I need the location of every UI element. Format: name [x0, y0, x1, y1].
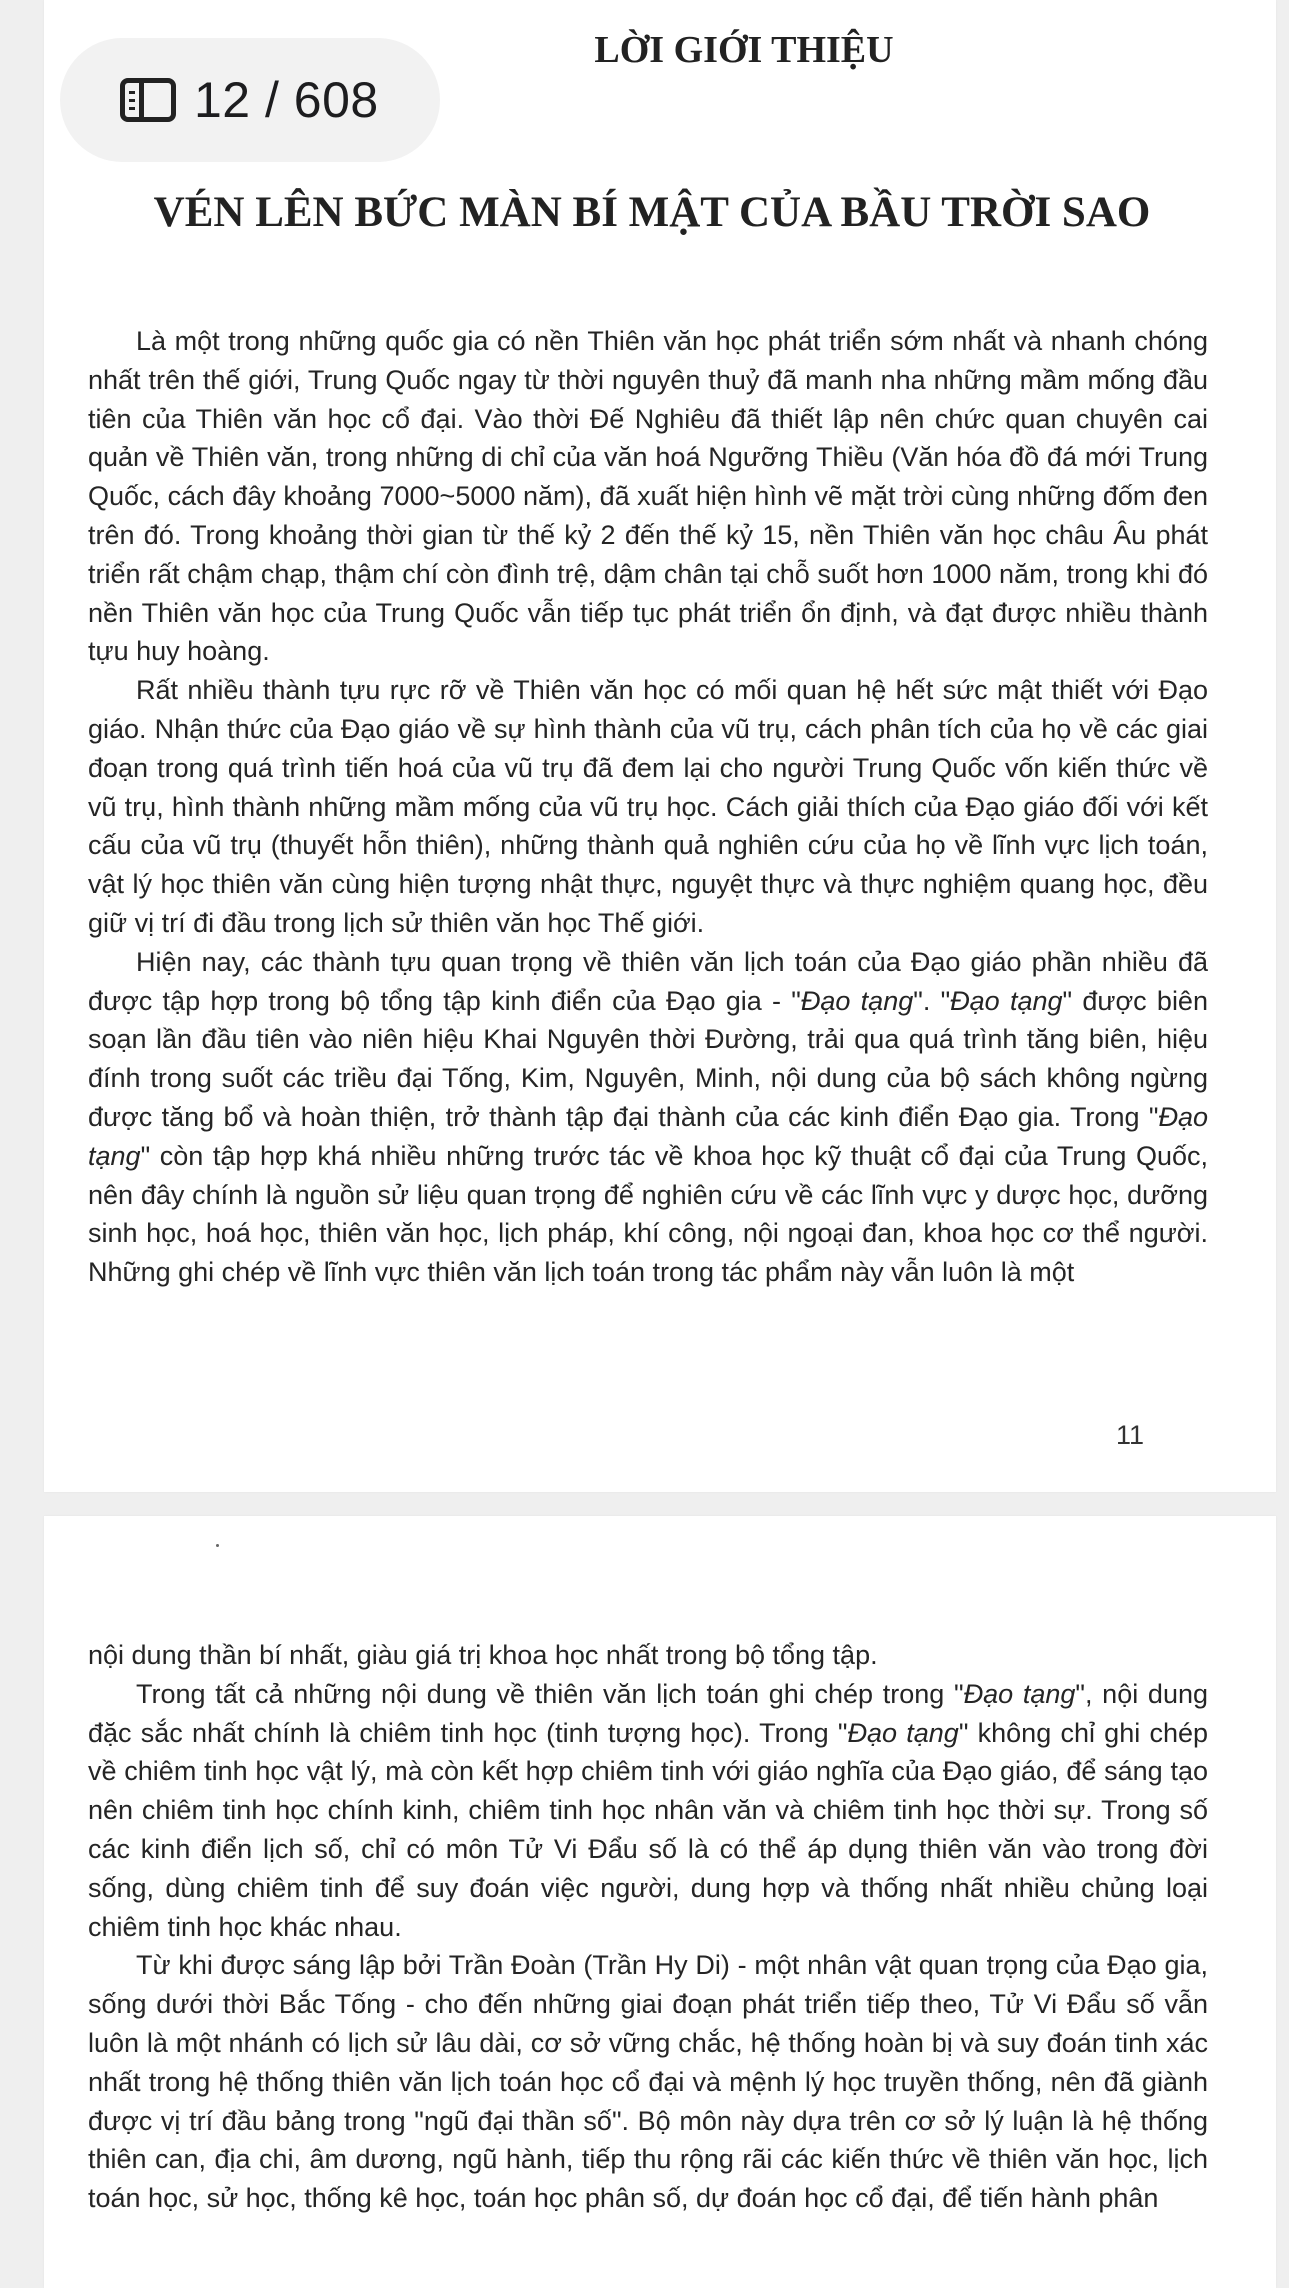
paragraph: Từ khi được sáng lập bởi Trần Đoàn (Trần Hy Di) - một nhân vật quan trọng của Đạo gia, sống dưới thời Bắc Tống - cho đến những giai đoạn phát triển tiếp theo, Tử Vi Đẩu số vẫn luôn là một nhánh có lịch sử lâu dài, cơ sở vững chắc, hệ thống hoàn bị và suy đoán tinh xác nhất trong hệ thống thiên văn lịch toán học cổ đại và mệnh lý học truyền thống, nên đã giành được vị trí đầu bảng trong "ngũ đại thần số". Bộ môn này dựa trên cơ sở lý luận là hệ thống thiên can, địa chi, âm dương, ngũ hành, tiếp thu rộng rãi các kiến thức về thiên văn học, lịch toán học, sử học, thống kê học, toán học phân số, dự đoán học cổ đại, để tiến hành phân [88, 1950, 1208, 2214]
page-number: 11 [1115, 1420, 1144, 1450]
paragraph: Hiện nay, các thành tựu quan trọng về thiên văn lịch toán của Đạo giáo phần nhiều đã được tập hợp trong bộ tổng tập kinh điển của Đạo gia - "Đạo tạng". "Đạo tạng" được biên soạn lần đầu tiên vào niên hiệu Khai Nguyên thời Đường, trải qua quá trình tăng biên, hiệu đính trong suốt các triều đại Tống, Kim, Nguyên, Minh, nội dung của bộ sách không ngừng được tăng bổ và hoàn thiện, trở thành tập đại thành của các kinh điển Đạo gia. Trong "Đạo tạng" còn tập hợp khá nhiều những trước tác về khoa học kỹ thuật cổ đại của Trung Quốc, nên đây chính là nguồn sử liệu quan trọng để nghiên cứu về các lĩnh vực y dược học, dưỡng sinh học, hoá học, thiên văn học, lịch pháp, khí công, nội ngoại đan, khoa học cơ thể người. Những ghi chép về lĩnh vực thiên văn lịch toán trong tác phẩm này vẫn luôn là một [88, 946, 1208, 1288]
page-indicator-text: 12 / 608 [194, 72, 379, 128]
chapter-title: VÉN LÊN BỨC MÀN BÍ MẬT CỦA BẦU TRỜI SAO [153, 189, 1151, 236]
page-2-body [88, 1636, 1208, 2218]
paragraph: Là một trong những quốc gia có nền Thiên văn học phát triển sớm nhất và nhanh chóng nhất trên thế giới, Trung Quốc ngay từ thời nguyên thuỷ đã manh nha những mầm mống đầu tiên của Thiên văn học cổ đại. Vào thời Đế Nghiêu đã thiết lập nên chức quan chuyên cai quản về Thiên văn, trong những di chỉ của văn hoá Ngưỡng Thiều (Văn hóa đồ đá mới Trung Quốc, cách đây khoảng 7000~5000 năm), đã xuất hiện hình vẽ mặt trời cùng những đốm đen trên đó. Trong khoảng thời gian từ thế kỷ 2 đến thế kỷ 15, nền Thiên văn học châu Âu phát triển rất chậm chạp, thậm chí còn đình trệ, dậm chân tại chỗ suốt hơn 1000 năm, trong khi đó nền Thiên văn học của Trung Quốc vẫn tiếp tục phát triển ổn định, và đạt được nhiều thành tựu huy hoàng. [88, 326, 1208, 667]
section-heading: LỜI GIỚI THIỆU [594, 29, 894, 71]
book-page-1 [44, 0, 1276, 1492]
book-title-italic: Đạo tạng [800, 985, 914, 1016]
book-title-italic: Đạo tạng [963, 1678, 1076, 1709]
paragraph: Rất nhiều thành tựu rực rỡ về Thiên văn học có mối quan hệ hết sức mật thiết với Đạo giáo. Nhận thức của Đạo giáo về sự hình thành của vũ trụ, cách phân tích của họ về các giai đoạn trong quá trình tiến hoá của vũ trụ đã đem lại cho người Trung Quốc vốn kiến thức về vũ trụ, hình thành những mầm mống của vũ trụ học. Cách giải thích của Đạo giáo đối với kết cấu của vũ trụ (thuyết hỗn thiên), những thành quả nghiên cứu của họ về lĩnh vực lịch toán, vật lý học thiên văn cùng hiện tượng nhật thực, nguyệt thực và thực nghiệm quang học, đều giữ vị trí đi đầu trong lịch sử thiên văn học Thế giới. [88, 675, 1208, 938]
paragraph: nội dung thần bí nhất, giàu giá trị khoa học nhất trong bộ tổng tập. [88, 1640, 878, 1670]
print-speck [216, 1544, 219, 1547]
book-page-2 [44, 1516, 1276, 2288]
book-title-italic: Đạo tạng [847, 1717, 959, 1748]
paragraph: Trong tất cả những nội dung về thiên văn lịch toán ghi chép trong "Đạo tạng", nội dung đặc sắc nhất chính là chiêm tinh học (tinh tượng học). Trong "Đạo tạng" không chỉ ghi chép về chiêm tinh học vật lý, mà còn kết hợp chiêm tinh với giáo nghĩa của Đạo giáo, để sáng tạo nên chiêm tinh học chính kinh, chiêm tinh học nhân văn và chiêm tinh học thời sự. Trong số các kinh điển lịch số, chỉ có môn Tử Vi Đẩu số là có thể áp dụng thiên văn vào trong đời sống, dùng chiêm tinh để suy đoán việc người, dung hợp và thống nhất nhiều chủng loại chiêm tinh học khác nhau. [88, 1678, 1208, 1942]
book-icon [120, 78, 176, 122]
page-1-body [88, 322, 1208, 1292]
book-title-italic: Đạo tạng [950, 985, 1063, 1016]
page-indicator[interactable] [60, 38, 440, 162]
book-title-italic: Đạo tạng [88, 1101, 1208, 1171]
